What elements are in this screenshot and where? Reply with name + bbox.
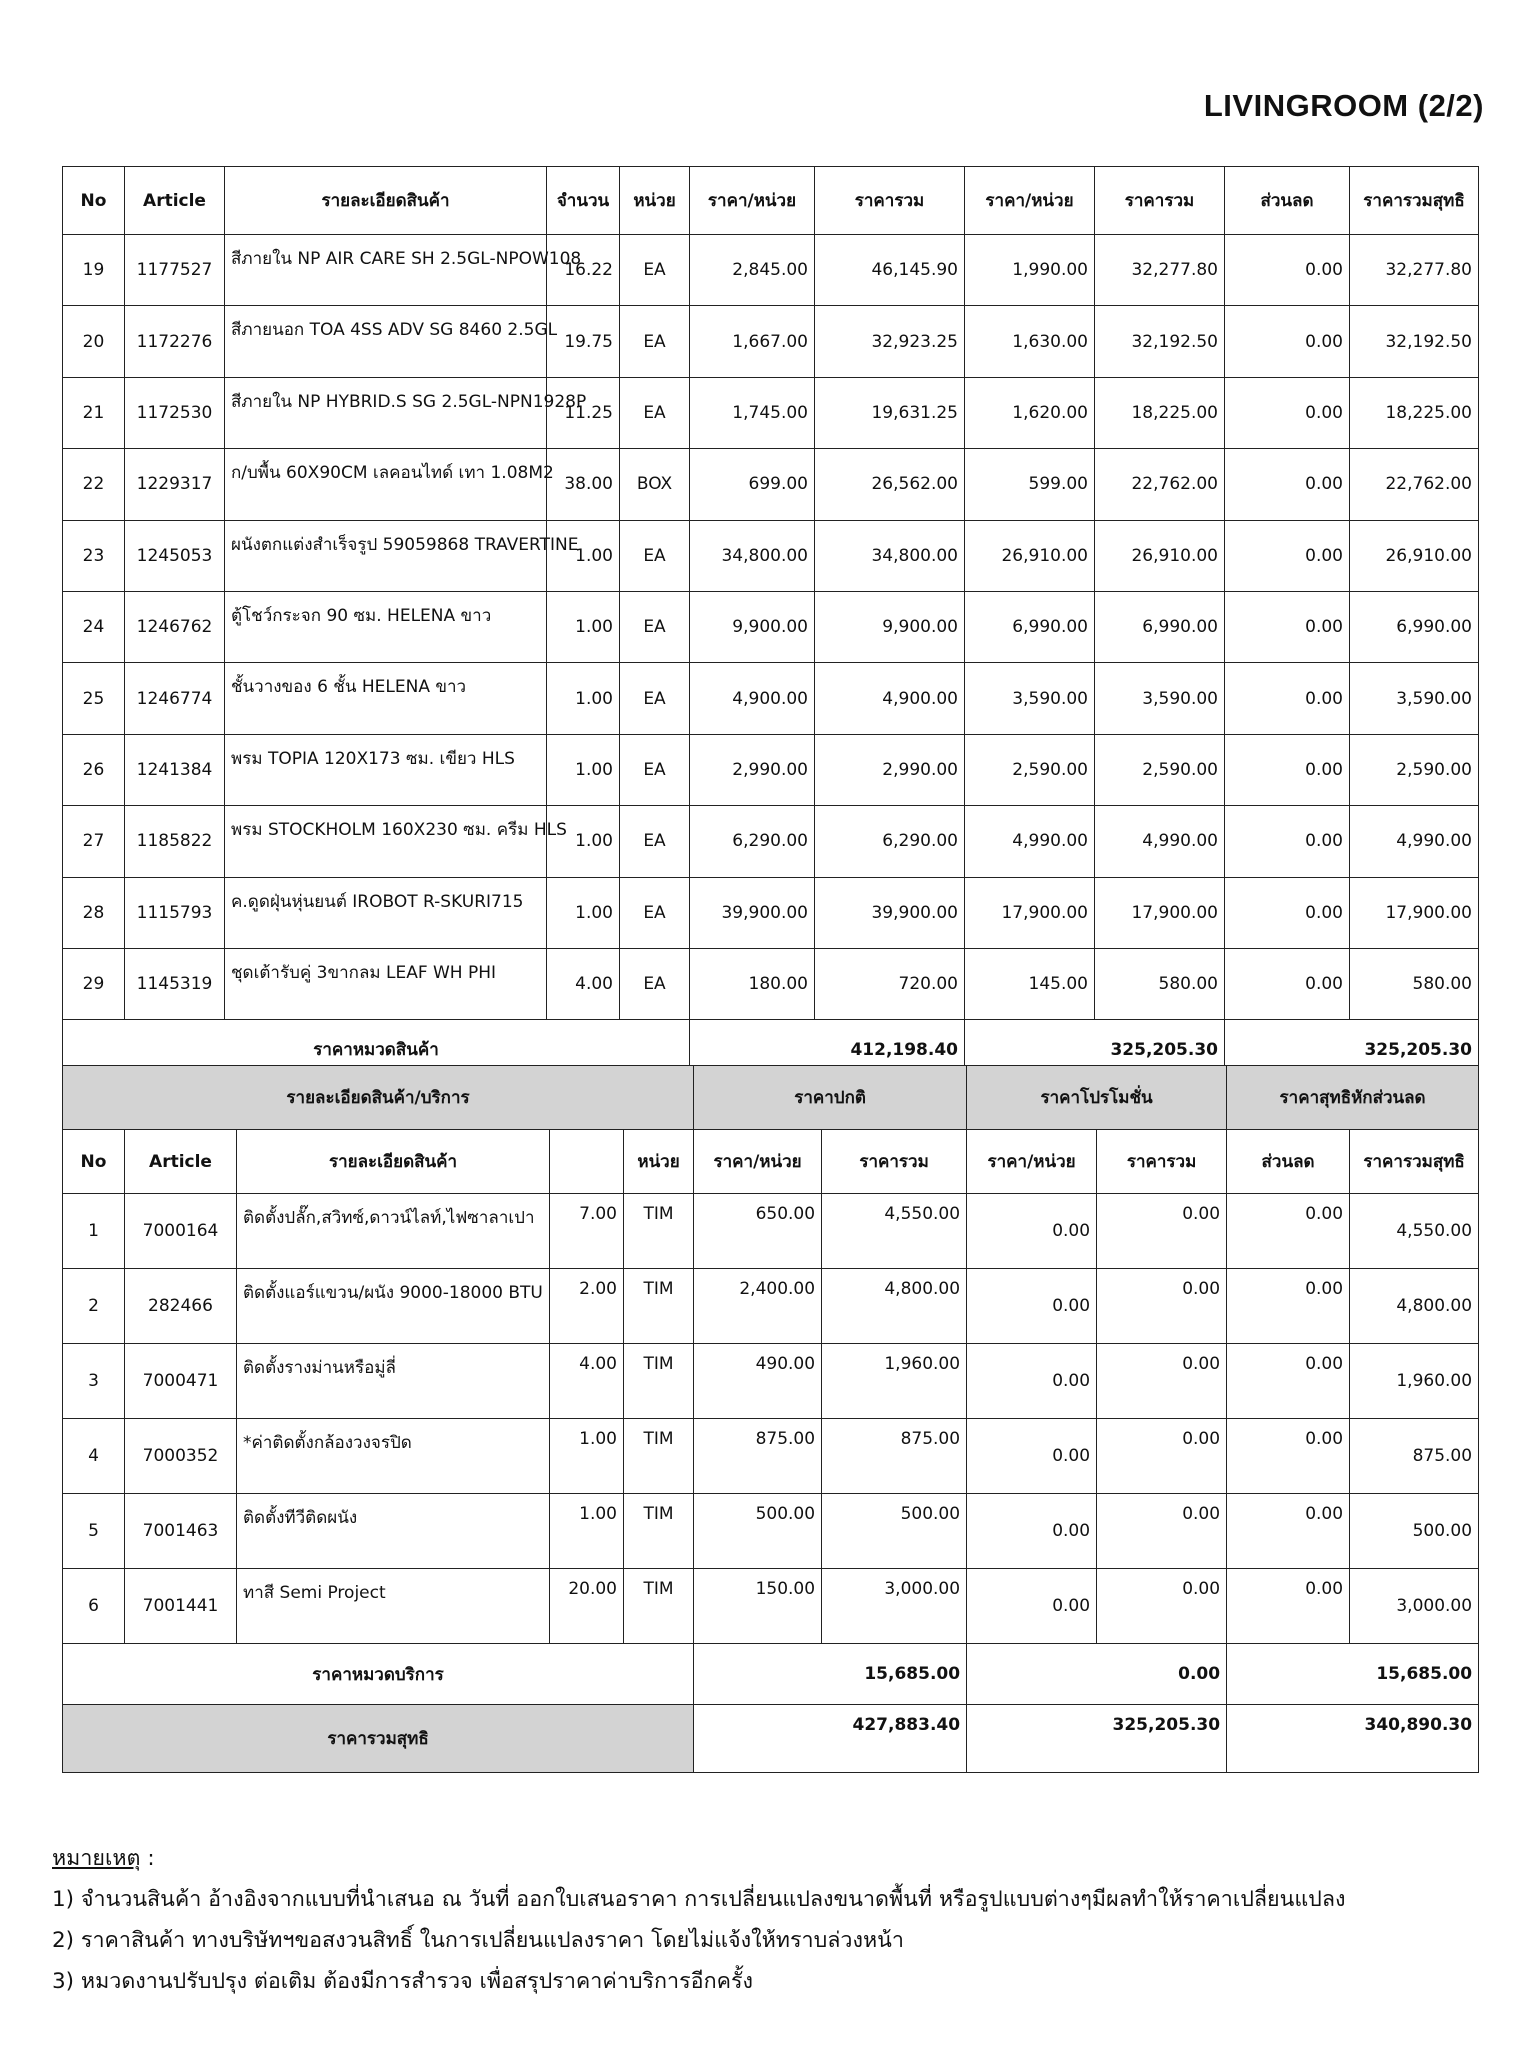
- grand-total-net: 340,890.30: [1227, 1705, 1479, 1773]
- subtotal-label: ราคาหมวดสินค้า: [63, 1020, 690, 1080]
- header-col-regular-unit-price: ราคา/หน่วย: [694, 1130, 822, 1194]
- regular-total: 19,631.25: [815, 377, 965, 448]
- net-total: 32,192.50: [1350, 306, 1479, 377]
- header-col-no: No: [63, 1130, 125, 1194]
- unit: EA: [620, 877, 690, 948]
- regular-total: 3,000.00: [822, 1569, 967, 1644]
- regular-unit-price: 2,400.00: [694, 1269, 822, 1344]
- item-no: 21: [63, 377, 125, 448]
- band-promo-price: ราคาโปรโมชั่น: [967, 1066, 1227, 1130]
- item-description: พรม TOPIA 120X173 ซม. เขียว HLS: [225, 734, 547, 805]
- article-code: 1246762: [125, 591, 225, 662]
- header-row: [63, 1130, 1479, 1194]
- promo-total: 26,910.00: [1095, 520, 1225, 591]
- item-no: 23: [63, 520, 125, 591]
- note-line-3: 3) หมวดงานปรับปรุง ต่อเติม ต้องมีการสำรวจ เพื่อสรุปราคาค่าบริการอีกครั้ง: [52, 1969, 754, 1994]
- quantity: 1.00: [547, 806, 620, 877]
- promo-unit-price: 2,590.00: [965, 734, 1095, 805]
- header-col-description: รายละเอียดสินค้า: [237, 1130, 550, 1194]
- band-regular-price: ราคาปกติ: [694, 1066, 967, 1130]
- header-col-discount: ส่วนลด: [1225, 167, 1350, 235]
- promo-unit-price: 145.00: [965, 948, 1095, 1019]
- net-total: 3,590.00: [1350, 663, 1479, 734]
- promo-total: 3,590.00: [1095, 663, 1225, 734]
- regular-total: 34,800.00: [815, 520, 965, 591]
- promo-unit-price: 6,990.00: [965, 591, 1095, 662]
- service-subtotal-row: [63, 1644, 1479, 1705]
- header-col-promo-unit-price: ราคา/หน่วย: [967, 1130, 1097, 1194]
- net-total: 26,910.00: [1350, 520, 1479, 591]
- discount: 0.00: [1225, 663, 1350, 734]
- notes-heading: หมายเหตุ: [52, 1846, 141, 1871]
- unit: EA: [620, 734, 690, 805]
- regular-unit-price: 1,667.00: [690, 306, 815, 377]
- unit: EA: [620, 306, 690, 377]
- item-description: ติดตั้งปลั๊ก,สวิทซ์,ดาวน์ไลท์,ไฟซาลาเปา: [237, 1194, 550, 1269]
- item-no: 2: [63, 1269, 125, 1344]
- item-description: ตู้โชว์กระจก 90 ซม. HELENA ขาว: [225, 591, 547, 662]
- header-col-no: No: [63, 167, 125, 235]
- header-col-net-total: ราคารวมสุทธิ: [1350, 167, 1479, 235]
- item-description: ติดตั้งทีวีติดผนัง: [237, 1494, 550, 1569]
- item-no: 29: [63, 948, 125, 1019]
- quantity: 19.75: [547, 306, 620, 377]
- unit: EA: [620, 377, 690, 448]
- unit: TIM: [624, 1269, 694, 1344]
- regular-unit-price: 9,900.00: [690, 591, 815, 662]
- table-row: [63, 520, 1479, 591]
- table-row: [63, 1419, 1479, 1494]
- promo-total: 0.00: [1097, 1344, 1227, 1419]
- products-table: [62, 166, 1479, 1080]
- item-no: 22: [63, 449, 125, 520]
- promo-total: 2,590.00: [1095, 734, 1225, 805]
- discount: 0.00: [1225, 806, 1350, 877]
- unit: EA: [620, 520, 690, 591]
- regular-total: 9,900.00: [815, 591, 965, 662]
- table-row: [63, 1494, 1479, 1569]
- discount: 0.00: [1227, 1269, 1350, 1344]
- header-col-net-total: ราคารวมสุทธิ: [1350, 1130, 1479, 1194]
- net-total: 580.00: [1350, 948, 1479, 1019]
- item-no: 27: [63, 806, 125, 877]
- unit: TIM: [624, 1194, 694, 1269]
- table-row: [63, 1569, 1479, 1644]
- item-no: 6: [63, 1569, 125, 1644]
- item-no: 1: [63, 1194, 125, 1269]
- item-no: 20: [63, 306, 125, 377]
- regular-unit-price: 2,845.00: [690, 235, 815, 306]
- item-no: 25: [63, 663, 125, 734]
- regular-unit-price: 699.00: [690, 449, 815, 520]
- discount: 0.00: [1225, 734, 1350, 805]
- regular-unit-price: 180.00: [690, 948, 815, 1019]
- regular-total: 4,900.00: [815, 663, 965, 734]
- promo-unit-price: 599.00: [965, 449, 1095, 520]
- item-description: ติดตั้งรางม่านหรือมู่ลี่: [237, 1344, 550, 1419]
- quantity: 1.00: [547, 663, 620, 734]
- table-row: [63, 1194, 1479, 1269]
- header-col-unit: หน่วย: [624, 1130, 694, 1194]
- article-code: 1185822: [125, 806, 225, 877]
- item-description: ทาสี Semi Project: [237, 1569, 550, 1644]
- net-total: 32,277.80: [1350, 235, 1479, 306]
- net-total: 4,550.00: [1350, 1194, 1479, 1269]
- discount: 0.00: [1227, 1194, 1350, 1269]
- regular-unit-price: 6,290.00: [690, 806, 815, 877]
- item-no: 24: [63, 591, 125, 662]
- header-col-quantity: จำนวน: [547, 167, 620, 235]
- promo-total: 32,192.50: [1095, 306, 1225, 377]
- quantity: 4.00: [550, 1344, 624, 1419]
- item-description: สีภายใน NP HYBRID.S SG 2.5GL-NPN1928P: [225, 377, 547, 448]
- promo-unit-price: 3,590.00: [965, 663, 1095, 734]
- regular-total: 26,562.00: [815, 449, 965, 520]
- grand-total-promo: 325,205.30: [967, 1705, 1227, 1773]
- regular-total: 39,900.00: [815, 877, 965, 948]
- item-description: ค.ดูดฝุ่นหุ่นยนต์ IROBOT R-SKURI715: [225, 877, 547, 948]
- grand-total-label: ราคารวมสุทธิ: [63, 1705, 694, 1773]
- item-description: พรม STOCKHOLM 160X230 ซม. ครีม HLS: [225, 806, 547, 877]
- subtotal-promo: 325,205.30: [965, 1020, 1225, 1080]
- promo-unit-price: 0.00: [967, 1494, 1097, 1569]
- promo-unit-price: 0.00: [967, 1569, 1097, 1644]
- service-subtotal-label: ราคาหมวดบริการ: [63, 1644, 694, 1705]
- net-total: 2,590.00: [1350, 734, 1479, 805]
- net-total: 17,900.00: [1350, 877, 1479, 948]
- services-table: [62, 1065, 1479, 1773]
- discount: 0.00: [1225, 377, 1350, 448]
- item-description: สีภายใน NP AIR CARE SH 2.5GL-NPOW108: [225, 235, 547, 306]
- discount: 0.00: [1225, 948, 1350, 1019]
- unit: EA: [620, 806, 690, 877]
- header-col-article: Article: [125, 1130, 237, 1194]
- header-col-unit: หน่วย: [620, 167, 690, 235]
- regular-total: 2,990.00: [815, 734, 965, 805]
- promo-total: 18,225.00: [1095, 377, 1225, 448]
- promo-total: 4,990.00: [1095, 806, 1225, 877]
- promo-unit-price: 0.00: [967, 1194, 1097, 1269]
- net-total: 4,990.00: [1350, 806, 1479, 877]
- promo-total: 0.00: [1097, 1569, 1227, 1644]
- item-description: ก/บพื้น 60X90CM เลคอนไทด์ เทา 1.08M2: [225, 449, 547, 520]
- table-row: [63, 734, 1479, 805]
- promo-unit-price: 4,990.00: [965, 806, 1095, 877]
- table-row: [63, 806, 1479, 877]
- promo-total: 0.00: [1097, 1419, 1227, 1494]
- regular-total: 720.00: [815, 948, 965, 1019]
- note-line-2: 2) ราคาสินค้า ทางบริษัทฯขอสงวนสิทธิ์ ในการเปลี่ยนแปลงราคา โดยไม่แจ้งให้ทราบล่วงหน้า: [52, 1928, 904, 1953]
- regular-total: 875.00: [822, 1419, 967, 1494]
- quantity: 11.25: [547, 377, 620, 448]
- table-row: [63, 1344, 1479, 1419]
- regular-total: 4,800.00: [822, 1269, 967, 1344]
- item-description: ผนังตกแต่งสำเร็จรูป 59059868 TRAVERTINE: [225, 520, 547, 591]
- regular-unit-price: 1,745.00: [690, 377, 815, 448]
- header-col-promo-unit-price: ราคา/หน่วย: [965, 167, 1095, 235]
- quantity: 4.00: [547, 948, 620, 1019]
- item-no: 3: [63, 1344, 125, 1419]
- article-code: 1229317: [125, 449, 225, 520]
- regular-unit-price: 650.00: [694, 1194, 822, 1269]
- article-code: 7001463: [125, 1494, 237, 1569]
- header-col-promo-total: ราคารวม: [1097, 1130, 1227, 1194]
- promo-total: 0.00: [1097, 1269, 1227, 1344]
- article-code: 1246774: [125, 663, 225, 734]
- header-row: [63, 167, 1479, 235]
- notes-section: [52, 1838, 1346, 2002]
- regular-unit-price: 34,800.00: [690, 520, 815, 591]
- table-row: [63, 877, 1479, 948]
- quantity: 16.22: [547, 235, 620, 306]
- table-row: [63, 377, 1479, 448]
- promo-total: 32,277.80: [1095, 235, 1225, 306]
- discount: 0.00: [1225, 591, 1350, 662]
- item-description: ชั้นวางของ 6 ชั้น HELENA ขาว: [225, 663, 547, 734]
- header-col-article: Article: [125, 167, 225, 235]
- net-total: 4,800.00: [1350, 1269, 1479, 1344]
- regular-unit-price: 500.00: [694, 1494, 822, 1569]
- band-description: รายละเอียดสินค้า/บริการ: [63, 1066, 694, 1130]
- article-code: 1172276: [125, 306, 225, 377]
- discount: 0.00: [1225, 520, 1350, 591]
- regular-unit-price: 4,900.00: [690, 663, 815, 734]
- subtotal-regular: 412,198.40: [690, 1020, 965, 1080]
- section-band-row: [63, 1066, 1479, 1130]
- unit: BOX: [620, 449, 690, 520]
- table-row: [63, 235, 1479, 306]
- article-code: 7000164: [125, 1194, 237, 1269]
- unit: TIM: [624, 1494, 694, 1569]
- article-code: 1177527: [125, 235, 225, 306]
- promo-unit-price: 0.00: [967, 1344, 1097, 1419]
- item-no: 19: [63, 235, 125, 306]
- article-code: 282466: [125, 1269, 237, 1344]
- quantity: 1.00: [550, 1419, 624, 1494]
- quantity: 20.00: [550, 1569, 624, 1644]
- header-col-description: รายละเอียดสินค้า: [225, 167, 547, 235]
- promo-total: 22,762.00: [1095, 449, 1225, 520]
- service-subtotal-net: 15,685.00: [1227, 1644, 1479, 1705]
- discount: 0.00: [1227, 1419, 1350, 1494]
- article-code: 7000352: [125, 1419, 237, 1494]
- promo-total: 580.00: [1095, 948, 1225, 1019]
- unit: TIM: [624, 1419, 694, 1494]
- item-description: *ค่าติดตั้งกล้องวงจรปิด: [237, 1419, 550, 1494]
- net-total: 1,960.00: [1350, 1344, 1479, 1419]
- item-description: ชุดเต้ารับคู่ 3ขากลม LEAF WH PHI: [225, 948, 547, 1019]
- regular-total: 46,145.90: [815, 235, 965, 306]
- table-row: [63, 306, 1479, 377]
- item-no: 26: [63, 734, 125, 805]
- note-line-1: 1) จำนวนสินค้า อ้างอิงจากแบบที่นำเสนอ ณ วันที่ ออกใบเสนอราคา การเปลี่ยนแปลงขนาดพื้นที่ หรือรูปแบบต่างๆมีผลทำให้ราคาเปลี่ยนแปลง: [52, 1887, 1346, 1912]
- net-total: 6,990.00: [1350, 591, 1479, 662]
- table-row: [63, 663, 1479, 734]
- regular-unit-price: 490.00: [694, 1344, 822, 1419]
- article-code: 1172530: [125, 377, 225, 448]
- item-no: 5: [63, 1494, 125, 1569]
- discount: 0.00: [1225, 235, 1350, 306]
- article-code: 1115793: [125, 877, 225, 948]
- quantity: 2.00: [550, 1269, 624, 1344]
- discount: 0.00: [1225, 877, 1350, 948]
- net-total: 3,000.00: [1350, 1569, 1479, 1644]
- discount: 0.00: [1227, 1494, 1350, 1569]
- item-no: 28: [63, 877, 125, 948]
- article-code: 1245053: [125, 520, 225, 591]
- net-total: 18,225.00: [1350, 377, 1479, 448]
- article-code: 1145319: [125, 948, 225, 1019]
- quantity: 1.00: [547, 877, 620, 948]
- regular-total: 1,960.00: [822, 1344, 967, 1419]
- unit: EA: [620, 591, 690, 662]
- subtotal-net: 325,205.30: [1225, 1020, 1479, 1080]
- promo-unit-price: 26,910.00: [965, 520, 1095, 591]
- discount: 0.00: [1225, 449, 1350, 520]
- quantity: 1.00: [547, 591, 620, 662]
- table-row: [63, 948, 1479, 1019]
- header-col-regular-unit-price: ราคา/หน่วย: [690, 167, 815, 235]
- notes-heading-colon: :: [140, 1846, 155, 1871]
- article-code: 1241384: [125, 734, 225, 805]
- service-subtotal-promo: 0.00: [967, 1644, 1227, 1705]
- item-no: 4: [63, 1419, 125, 1494]
- quantity: 7.00: [550, 1194, 624, 1269]
- unit: EA: [620, 663, 690, 734]
- regular-total: 6,290.00: [815, 806, 965, 877]
- discount: 0.00: [1227, 1569, 1350, 1644]
- header-col-quantity: [550, 1130, 624, 1194]
- grand-total-regular: 427,883.40: [694, 1705, 967, 1773]
- regular-unit-price: 875.00: [694, 1419, 822, 1494]
- promo-unit-price: 0.00: [967, 1419, 1097, 1494]
- regular-unit-price: 2,990.00: [690, 734, 815, 805]
- promo-total: 0.00: [1097, 1494, 1227, 1569]
- promo-total: 6,990.00: [1095, 591, 1225, 662]
- unit: EA: [620, 948, 690, 1019]
- quantity: 1.00: [547, 734, 620, 805]
- quantity: 38.00: [547, 449, 620, 520]
- unit: TIM: [624, 1569, 694, 1644]
- quantity: 1.00: [550, 1494, 624, 1569]
- promo-unit-price: 1,630.00: [965, 306, 1095, 377]
- article-code: 7001441: [125, 1569, 237, 1644]
- promo-unit-price: 1,620.00: [965, 377, 1095, 448]
- page-title: LIVINGROOM (2/2): [1203, 88, 1484, 123]
- regular-total: 4,550.00: [822, 1194, 967, 1269]
- regular-unit-price: 150.00: [694, 1569, 822, 1644]
- regular-total: 32,923.25: [815, 306, 965, 377]
- unit: TIM: [624, 1344, 694, 1419]
- article-code: 7000471: [125, 1344, 237, 1419]
- promo-total: 17,900.00: [1095, 877, 1225, 948]
- promo-unit-price: 1,990.00: [965, 235, 1095, 306]
- band-net-price: ราคาสุทธิหักส่วนลด: [1227, 1066, 1479, 1130]
- regular-unit-price: 39,900.00: [690, 877, 815, 948]
- net-total: 22,762.00: [1350, 449, 1479, 520]
- table-row: [63, 591, 1479, 662]
- promo-total: 0.00: [1097, 1194, 1227, 1269]
- service-subtotal-regular: 15,685.00: [694, 1644, 967, 1705]
- unit: EA: [620, 235, 690, 306]
- grand-total-row: [63, 1705, 1479, 1773]
- item-description: ติดตั้งแอร์แขวน/ผนัง 9000-18000 BTU: [237, 1269, 550, 1344]
- header-col-regular-total: ราคารวม: [815, 167, 965, 235]
- table-row: [63, 1269, 1479, 1344]
- net-total: 500.00: [1350, 1494, 1479, 1569]
- promo-unit-price: 0.00: [967, 1269, 1097, 1344]
- regular-total: 500.00: [822, 1494, 967, 1569]
- net-total: 875.00: [1350, 1419, 1479, 1494]
- table-row: [63, 449, 1479, 520]
- item-description: สีภายนอก TOA 4SS ADV SG 8460 2.5GL: [225, 306, 547, 377]
- quantity: 1.00: [547, 520, 620, 591]
- header-col-promo-total: ราคารวม: [1095, 167, 1225, 235]
- discount: 0.00: [1225, 306, 1350, 377]
- discount: 0.00: [1227, 1344, 1350, 1419]
- header-col-regular-total: ราคารวม: [822, 1130, 967, 1194]
- promo-unit-price: 17,900.00: [965, 877, 1095, 948]
- header-col-discount: ส่วนลด: [1227, 1130, 1350, 1194]
